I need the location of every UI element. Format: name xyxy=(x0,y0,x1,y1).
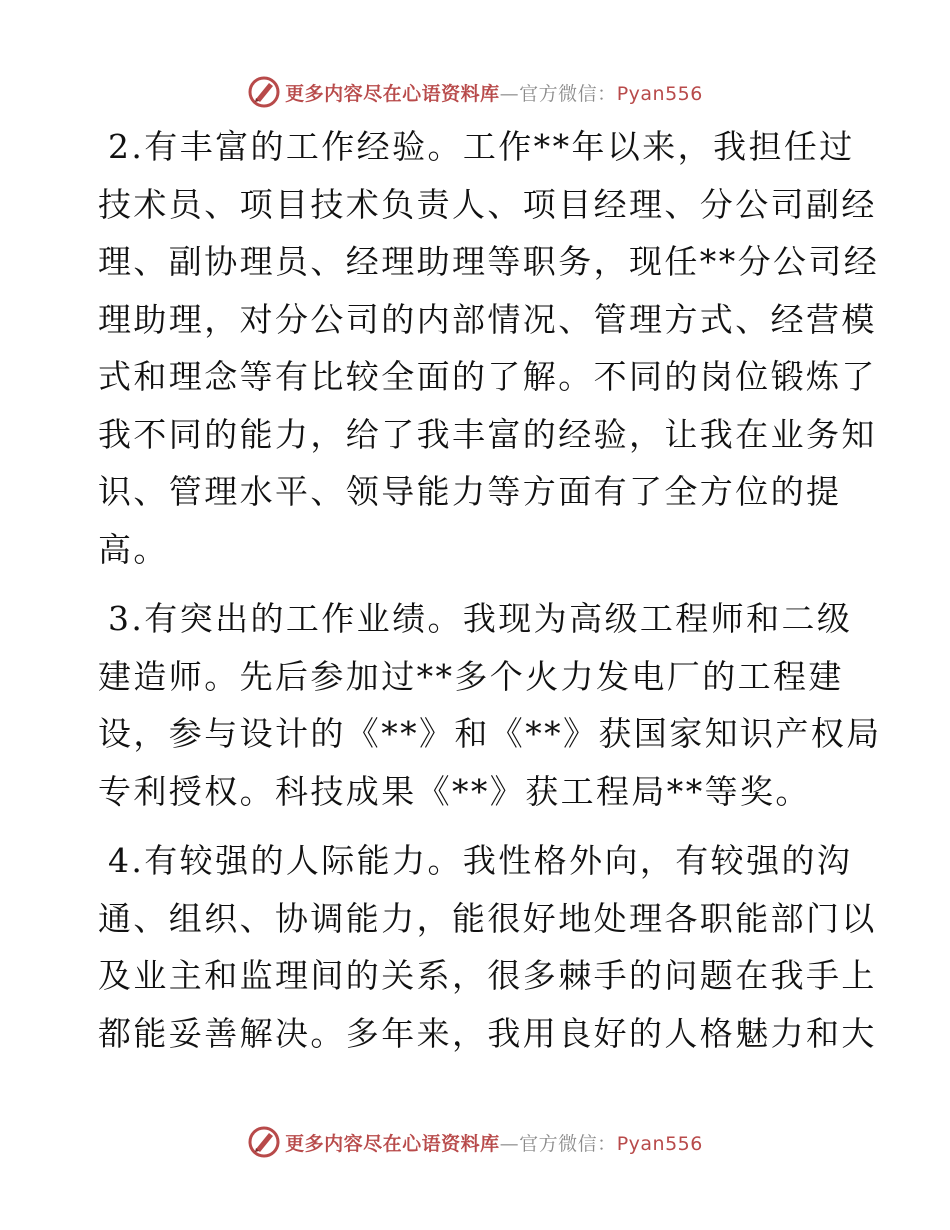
text-line: 我不同的能力，给了我丰富的经验，让我在业务知 xyxy=(98,414,877,454)
paragraph-3 xyxy=(98,590,882,820)
watermark-text xyxy=(285,79,703,106)
text-line: 2.有丰富的工作经验。工作**年以来，我担任过 xyxy=(108,127,855,166)
watermark-text xyxy=(285,1129,703,1156)
brand-logo-icon xyxy=(247,75,281,109)
text-line: 都能妥善解决。多年来，我用良好的人格魅力和大 xyxy=(98,1013,877,1053)
text-line: 理助理，对分公司的内部情况、管理方式、经营模 xyxy=(98,299,877,339)
header-watermark xyxy=(0,72,950,112)
text-line: 3.有突出的工作业绩。我现为高级工程师和二级 xyxy=(108,599,853,638)
paragraph-4 xyxy=(98,832,877,1062)
text-line: 高。 xyxy=(98,529,169,569)
text-line: 识、管理水平、领导能力等方面有了全方位的提 xyxy=(98,472,842,511)
watermark-separator: — xyxy=(499,1132,520,1155)
watermark-site: 更多内容尽在心语资料库 xyxy=(285,82,500,105)
watermark-wechat-label: 官方微信： xyxy=(519,82,617,105)
watermark-wechat-label: 官方微信： xyxy=(519,1132,617,1155)
text-line: 技术员、项目技术负责人、项目经理、分公司副经 xyxy=(98,184,877,224)
text-line: 专利授权。科技成果《**》获工程局**等奖。 xyxy=(98,771,811,811)
watermark-site: 更多内容尽在心语资料库 xyxy=(285,1132,500,1155)
watermark-separator: — xyxy=(499,82,520,105)
paragraph-2 xyxy=(98,118,880,578)
document-body xyxy=(98,118,882,1074)
footer-watermark xyxy=(0,1122,950,1162)
text-line: 理、副协理员、经理助理等职务，现任**分公司经 xyxy=(98,242,880,281)
text-line: 及业主和监理间的关系，很多棘手的问题在我手上 xyxy=(98,956,877,995)
watermark-wechat-id: Pyan556 xyxy=(616,1132,703,1155)
watermark-wechat-id: Pyan556 xyxy=(616,82,703,105)
text-line: 通、组织、协调能力，能很好地处理各职能部门以 xyxy=(98,898,877,938)
text-line: 式和理念等有比较全面的了解。不同的岗位锻炼了 xyxy=(98,357,877,396)
text-line: 4.有较强的人际能力。我性格外向，有较强的沟 xyxy=(108,841,853,880)
brand-logo-icon xyxy=(247,1125,281,1159)
text-line: 设，参与设计的《**》和《**》获国家知识产权局 xyxy=(98,714,882,753)
text-line: 建造师。先后参加过**多个火力发电厂的工程建 xyxy=(98,656,844,696)
